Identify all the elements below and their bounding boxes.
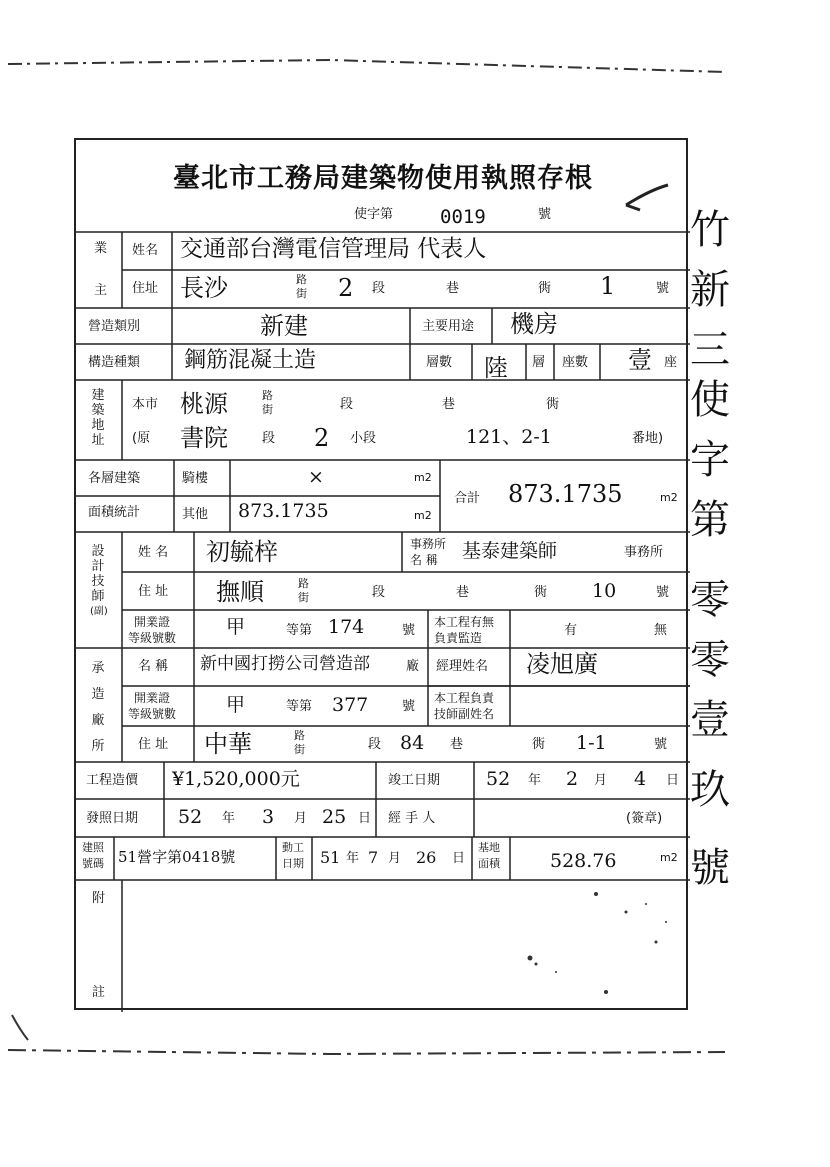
site-street-label: 街 bbox=[262, 403, 273, 416]
start-day-unit: 日 bbox=[452, 851, 466, 866]
owner-name-label: 姓名 bbox=[132, 243, 159, 258]
owner-lane-label: 巷 bbox=[446, 281, 460, 296]
owner-street-label: 街 bbox=[296, 287, 307, 300]
remarks-label-top: 附 bbox=[92, 891, 106, 906]
finish-year: 52 bbox=[486, 768, 511, 790]
issue-day-unit: 日 bbox=[358, 811, 372, 826]
designer-office-label: 名 稱 bbox=[410, 553, 438, 567]
contractor-lane: 84 bbox=[400, 732, 425, 754]
floor-unit: 層 bbox=[532, 355, 546, 370]
contractor-number-label: 號 bbox=[654, 737, 668, 752]
side-char: 號 bbox=[690, 845, 730, 891]
designer-lic-label: 等級號數 bbox=[128, 631, 177, 645]
contractor-group-char: 造 bbox=[91, 687, 105, 702]
category-label: 營造類別 bbox=[88, 319, 141, 334]
scan-speckle bbox=[496, 882, 686, 1010]
site-city-label: 本市 bbox=[132, 397, 159, 412]
designer-group-char: 師 bbox=[91, 589, 105, 604]
block-unit: 座 bbox=[664, 355, 678, 370]
start-month: 7 bbox=[368, 848, 379, 867]
designer-number: 10 bbox=[592, 580, 617, 602]
start-date-label: 日期 bbox=[282, 857, 304, 870]
designer-name: 初毓梓 bbox=[206, 538, 278, 566]
designer-lic-grade: 甲 bbox=[226, 616, 246, 638]
contractor-alley-label: 衖 bbox=[532, 737, 546, 752]
site-section-label: 段 bbox=[340, 397, 354, 412]
build-permit-no: 51營字第0418號 bbox=[118, 848, 236, 866]
side-char: 零 bbox=[690, 577, 730, 623]
designer-road-label: 路 bbox=[298, 577, 309, 590]
start-year: 51 bbox=[320, 848, 341, 867]
site-lot: 121、2-1 bbox=[466, 426, 552, 448]
issue-day: 25 bbox=[322, 806, 347, 828]
designer-section-label: 段 bbox=[372, 585, 386, 600]
designer-street-label: 街 bbox=[298, 591, 309, 604]
manager-name: 凌旭廣 bbox=[526, 650, 598, 678]
designer-name-label: 姓 名 bbox=[138, 545, 169, 560]
site-group-char: 地 bbox=[91, 418, 105, 433]
permit-form bbox=[74, 138, 688, 1010]
designer-lane-label: 巷 bbox=[456, 585, 470, 600]
site-orig-area: 書院 bbox=[180, 424, 228, 452]
blocks: 壹 bbox=[628, 346, 652, 374]
side-char: 壹 bbox=[690, 697, 730, 743]
engineer-label: 技師副姓名 bbox=[434, 707, 495, 721]
supervise-no: 無 bbox=[654, 623, 668, 638]
blocks-label: 座數 bbox=[562, 355, 589, 370]
finish-month-unit: 月 bbox=[594, 773, 608, 788]
designer-group-char: 計 bbox=[91, 559, 105, 574]
site-lot-label: 番地) bbox=[632, 431, 664, 446]
structure: 鋼筋混凝土造 bbox=[184, 348, 317, 373]
site-road-label: 路 bbox=[262, 389, 273, 402]
contractor-name-label: 名 稱 bbox=[138, 659, 169, 674]
start-month-unit: 月 bbox=[388, 851, 402, 866]
purpose-label: 主要用途 bbox=[422, 319, 475, 334]
sum-label: 合計 bbox=[454, 491, 481, 506]
contractor-lic-label: 等級號數 bbox=[128, 707, 177, 721]
owner-addr-city: 長沙 bbox=[180, 274, 228, 302]
other-label: 其他 bbox=[182, 507, 209, 522]
other-value: 873.1735 bbox=[238, 500, 329, 522]
cost-value: ¥1,520,000元 bbox=[172, 768, 300, 790]
site-group-label bbox=[90, 388, 106, 448]
site-alley-label: 衖 bbox=[546, 397, 560, 412]
contractor-addr-label: 住 址 bbox=[138, 737, 169, 752]
base-area-label: 基地 bbox=[478, 841, 500, 854]
owner-alley-label: 衖 bbox=[538, 281, 552, 296]
contractor-name: 新中國打撈公司營造部 bbox=[200, 654, 370, 674]
side-char: 使 bbox=[690, 377, 730, 423]
owner-group-label: 業 bbox=[94, 241, 108, 256]
site-road: 桃源 bbox=[180, 390, 228, 418]
contractor-name-suffix: 廠 bbox=[406, 659, 420, 674]
finish-month: 2 bbox=[566, 768, 579, 790]
structure-label: 構造種類 bbox=[88, 355, 141, 370]
designer-alley-label: 衖 bbox=[534, 585, 548, 600]
remarks-label-bottom: 註 bbox=[92, 985, 106, 1000]
contractor-lic-mid: 等第 bbox=[286, 699, 313, 714]
contractor-group-label bbox=[90, 656, 106, 760]
contractor-lic-label: 開業證 bbox=[134, 691, 171, 705]
designer-office-suffix: 事務所 bbox=[624, 545, 664, 560]
owner-road-label: 路 bbox=[296, 273, 307, 286]
site-sub-section-label: 小段 bbox=[350, 431, 377, 446]
manager-label: 經理姓名 bbox=[436, 659, 489, 674]
seal-label: (簽章) bbox=[626, 811, 663, 826]
contractor-group-char: 承 bbox=[91, 661, 105, 676]
designer-number-label: 號 bbox=[656, 585, 670, 600]
owner-number-label: 號 bbox=[656, 281, 670, 296]
build-permit-label: 號碼 bbox=[82, 857, 104, 870]
start-date-label: 動工 bbox=[282, 841, 304, 854]
start-day: 26 bbox=[416, 848, 437, 867]
finish-label: 竣工日期 bbox=[388, 773, 441, 788]
cost-label: 工程造價 bbox=[86, 773, 139, 788]
issue-month: 3 bbox=[262, 806, 275, 828]
side-char: 新 bbox=[690, 267, 730, 313]
contractor-section-label: 段 bbox=[368, 737, 382, 752]
contractor-lic-no: 377 bbox=[332, 694, 369, 716]
handler-label: 經 手 人 bbox=[388, 811, 436, 826]
arcade-label: 騎樓 bbox=[182, 471, 209, 486]
contractor-lane-label: 巷 bbox=[450, 737, 464, 752]
category: 新建 bbox=[260, 312, 308, 340]
issue-year: 52 bbox=[178, 806, 203, 828]
designer-lic-no: 174 bbox=[328, 616, 365, 638]
designer-lic-suffix: 號 bbox=[402, 623, 416, 638]
sum-unit: m2 bbox=[660, 491, 678, 504]
side-char: 玖 bbox=[690, 767, 730, 813]
issue-month-unit: 月 bbox=[294, 811, 308, 826]
contractor-addr: 中華 bbox=[204, 730, 252, 758]
finish-day-unit: 日 bbox=[666, 773, 680, 788]
site-group-char: 築 bbox=[91, 403, 105, 418]
floors-label: 層數 bbox=[426, 355, 453, 370]
designer-lic-label: 開業證 bbox=[134, 615, 171, 629]
form-title: 臺北市工務局建築物使用執照存根 bbox=[173, 163, 593, 194]
permit-no: 0019 bbox=[440, 206, 486, 228]
side-char: 字 bbox=[690, 437, 730, 483]
issue-year-unit: 年 bbox=[222, 811, 236, 826]
arcade-value: × bbox=[308, 466, 324, 488]
owner-number: 1 bbox=[600, 272, 616, 300]
designer-addr: 撫順 bbox=[216, 578, 264, 606]
designer-group-char: 技 bbox=[91, 574, 105, 589]
contractor-group-char: 所 bbox=[91, 739, 105, 754]
permit-no-suffix: 號 bbox=[538, 207, 552, 222]
finish-day: 4 bbox=[634, 768, 647, 790]
site-orig-label: (原 bbox=[132, 431, 151, 446]
side-char: 第 bbox=[690, 497, 730, 543]
designer-office-label: 事務所 bbox=[410, 537, 447, 551]
owner-addr-label: 住址 bbox=[132, 281, 159, 296]
designer-group-char: 設 bbox=[91, 544, 105, 559]
base-area: 528.76 bbox=[550, 850, 617, 872]
side-char: 零 bbox=[690, 637, 730, 683]
floors: 陸 bbox=[484, 354, 508, 382]
site-group-char: 建 bbox=[91, 388, 105, 403]
contractor-street-label: 街 bbox=[294, 743, 305, 756]
finish-year-unit: 年 bbox=[528, 773, 542, 788]
designer-office: 基泰建築師 bbox=[462, 540, 558, 562]
build-permit-label: 建照 bbox=[82, 841, 104, 854]
designer-addr-label: 住 址 bbox=[138, 584, 169, 599]
contractor-number: 1-1 bbox=[576, 732, 607, 754]
purpose: 機房 bbox=[510, 310, 558, 338]
designer-group-char: (副) bbox=[90, 606, 108, 617]
engineer-label: 本工程負責 bbox=[434, 691, 495, 705]
supervise-yes: 有 bbox=[564, 623, 578, 638]
issue-date-label: 發照日期 bbox=[86, 811, 139, 826]
start-year-unit: 年 bbox=[346, 851, 360, 866]
site-group-char: 址 bbox=[91, 433, 105, 448]
permit-no-prefix: 使字第 bbox=[354, 207, 394, 222]
contractor-lic-grade: 甲 bbox=[226, 694, 246, 716]
side-char: 竹 bbox=[690, 207, 730, 253]
supervise-label: 本工程有無 bbox=[434, 615, 495, 629]
base-area-unit: m2 bbox=[660, 851, 678, 864]
area-total-label: 面積統計 bbox=[88, 505, 141, 520]
site-lane-label: 巷 bbox=[442, 397, 456, 412]
other-unit: m2 bbox=[414, 509, 432, 522]
site-orig-section: 2 bbox=[314, 424, 330, 452]
owner-section-label: 段 bbox=[372, 281, 386, 296]
side-char: 三 bbox=[690, 327, 730, 373]
contractor-group-char: 廠 bbox=[91, 713, 105, 728]
site-orig-section-label: 段 bbox=[262, 431, 276, 446]
designer-lic-mid: 等第 bbox=[286, 623, 313, 638]
area-floors-label: 各層建築 bbox=[88, 471, 141, 486]
owner-group-label: 主 bbox=[94, 283, 108, 298]
owner-section: 2 bbox=[338, 274, 354, 302]
owner-name: 交通部台灣電信管理局 代表人 bbox=[180, 236, 487, 262]
arcade-unit: m2 bbox=[414, 471, 432, 484]
supervise-label: 負責監造 bbox=[434, 631, 483, 645]
designer-group-label bbox=[90, 544, 106, 619]
sum-value: 873.1735 bbox=[508, 480, 623, 508]
contractor-road-label: 路 bbox=[294, 729, 305, 742]
base-area-label: 面積 bbox=[478, 857, 500, 870]
contractor-lic-suffix: 號 bbox=[402, 699, 416, 714]
